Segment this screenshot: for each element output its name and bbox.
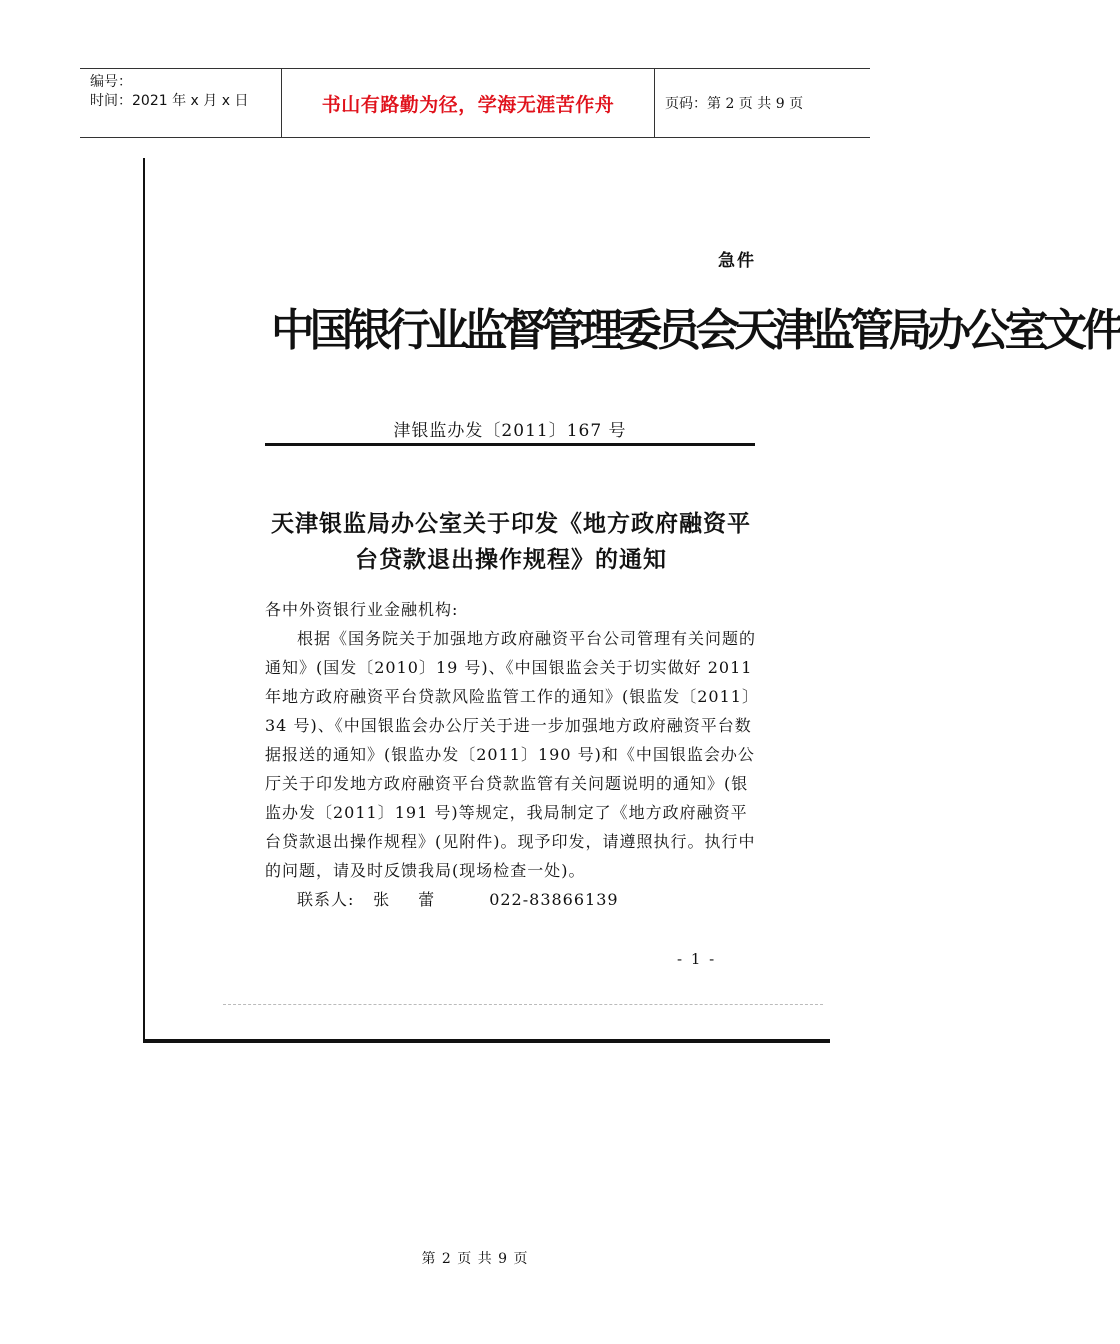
header-meta <box>80 69 281 137</box>
notice-body <box>265 595 759 914</box>
notice-title-line-1: 天津银监局办公室关于印发《地方政府融资平 <box>271 510 751 537</box>
contact-line <box>265 885 759 914</box>
scan-page-number: - 1 - <box>677 950 717 968</box>
urgent-mark: 急件 <box>718 251 756 271</box>
scanned-document <box>143 158 1120 1043</box>
scan-bottom-border <box>143 1039 830 1043</box>
body-paragraph: 根据《国务院关于加强地方政府融资平台公司管理有关问题的通知》(国发〔2010〕19 号)、《中国银监会关于切实做好 2011 年地方政府融资平台贷款风险监管工作的通知》(银监发〔2011〕34 号)、《中国银监会办公厅关于进一步加强地方政府融资平台数据报送的通知》(银监办发〔2011〕190 号)和《中国银监会办公厅关于印发地方政府融资平台贷款监管有关问题说明的通知》(银监办发〔2011〕191 号)等规定，我局制定了《地方政府融资平台贷款退出操作规程》(见附件)。现予印发，请遵照执行。执行中的问题，请及时反馈我局(现场检查一处)。 <box>265 629 759 880</box>
time-label: 时间：2021 年 x 月 x 日 <box>90 93 249 109</box>
motto-text: 书山有路勤为径，学海无涯苦作舟 <box>321 93 615 116</box>
number-label: 编号： <box>90 74 132 90</box>
page-header <box>80 68 870 138</box>
notice-title-line-2: 台贷款退出操作规程》的通知 <box>355 546 667 573</box>
greeting: 各中外资银行业金融机构: <box>265 600 459 619</box>
title-divider <box>265 443 755 446</box>
issuer-title: 中国银行业监督管理委员会天津监管局办公室文件 <box>271 305 1120 356</box>
contact-name: 张 蕾 <box>373 890 447 909</box>
scan-left-border <box>143 158 145 1043</box>
notice-title <box>261 506 761 578</box>
contact-phone: 022-83866139 <box>489 890 619 909</box>
header-page-info: 页码：第 2 页 共 9 页 <box>665 96 804 112</box>
header-motto-cell <box>281 69 655 137</box>
scan-noise-line <box>223 1004 823 1006</box>
contact-label: 联系人: <box>297 890 355 909</box>
document-number: 津银监办发〔2011〕167 号 <box>393 421 627 441</box>
page-footer: 第 2 页 共 9 页 <box>421 1251 529 1267</box>
